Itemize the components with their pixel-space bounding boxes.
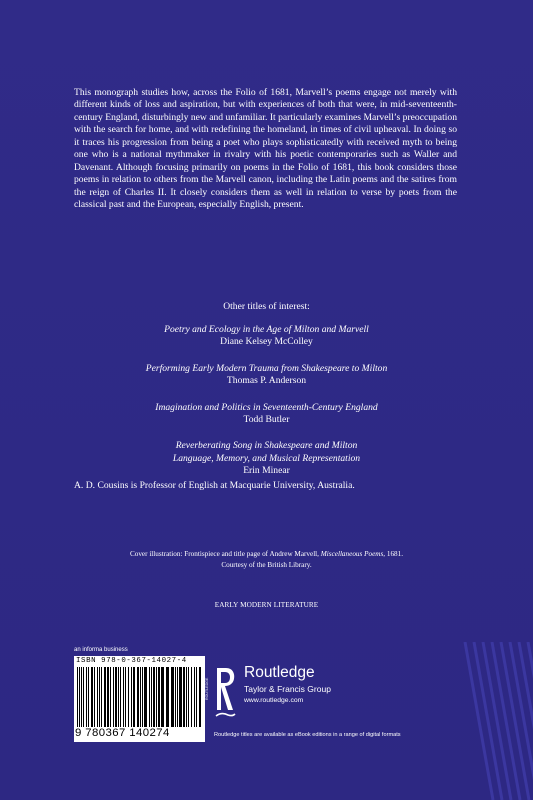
- barcode-bar: [191, 667, 192, 727]
- book-title: Reverberating Song in Shakespeare and Milton: [175, 440, 358, 452]
- publisher-url: www.routledge.com: [244, 697, 304, 704]
- barcode-bar: [79, 667, 80, 727]
- book-author: Erin Minear: [243, 465, 290, 477]
- barcode-bar: [149, 667, 150, 727]
- barcode-bar: [113, 667, 114, 727]
- list-item: [0, 363, 533, 388]
- barcode-bar: [175, 667, 176, 727]
- barcode-bar: [115, 667, 117, 727]
- informa-label: an informa business: [74, 647, 128, 653]
- book-title: Poetry and Ecology in the Age of Milton and Marvell: [164, 324, 369, 335]
- barcode-bar: [123, 667, 124, 727]
- book-description: This monograph studies how, across the Folio of 1681, Marvell’s poems engage not merely with different kinds of loss and aspiration, but with experiences of both that were, in mid-seventeenth-century England, disturbingly new and unfamiliar. It particularly examines Marvell’s preoccupation with the search for home, and with redefining the homeland, in times of civil upheaval. In doing so it traces his progression from being a poet who plays sophisticatedly with received myth to being one who is a national mythmaker in rivalry with his poetic contemporaries such as Waller and Davenant. Although focusing primarily on poems in the Folio of 1681, this book considers those poems in relation to others from the Marvell canon, including the Latin poems and the satires from the reign of Charles II. It closely considers them as well in relation to verse by poets from the classical past and the European, especially English, present.: [74, 87, 457, 211]
- book-author: Diane Kelsey McColley: [220, 336, 313, 348]
- barcode-bar: [144, 667, 147, 727]
- book-subtitle: Language, Memory, and Musical Representation: [172, 452, 361, 464]
- barcode-bar: [158, 667, 160, 727]
- isbn-text: ISBN 978-0-367-14027-4: [76, 657, 187, 665]
- barcode-bar: [125, 667, 126, 727]
- barcode-bar: [179, 667, 182, 727]
- barcode-bar: [97, 667, 98, 727]
- list-item: [0, 440, 533, 477]
- book-author: Todd Butler: [243, 414, 290, 426]
- barcode-bar: [171, 667, 174, 727]
- cover-credit-prefix: Cover illustration: Frontispiece and title page of Andrew Marvell,: [129, 550, 321, 558]
- barcode-bar: [86, 667, 87, 727]
- barcode-bar: [140, 667, 141, 727]
- barcode-bar: [91, 667, 93, 727]
- routledge-logo-icon: [214, 666, 236, 720]
- barcode-bar: [99, 667, 100, 727]
- barcode-bar: [118, 667, 119, 727]
- barcode-bar: [88, 667, 89, 727]
- barcode-bar: [183, 667, 185, 727]
- barcode-bar: [104, 667, 106, 727]
- barcode-bar: [83, 667, 84, 727]
- barcode-bar: [199, 667, 201, 727]
- cover-credit-line2: Courtesy of the British Library.: [221, 561, 312, 569]
- barcode-bar: [156, 667, 157, 727]
- barcode-bar: [77, 667, 78, 727]
- barcode-bar: [131, 667, 132, 727]
- barcode-bar: [142, 667, 143, 727]
- routledge-vertical-text: ROUTLEDGE: [205, 677, 209, 700]
- cover-credit: [0, 549, 533, 571]
- barcode-bar: [94, 667, 95, 727]
- barcode-bar: [186, 667, 187, 727]
- publisher-name: Routledge: [244, 664, 315, 681]
- barcode-bar: [107, 667, 109, 727]
- decorative-stripes: [455, 642, 533, 800]
- book-author: Thomas P. Anderson: [226, 375, 307, 387]
- barcode-bar: [101, 667, 102, 727]
- barcode-bar: [120, 667, 121, 727]
- barcode-bar: [137, 667, 139, 727]
- list-item: [0, 324, 533, 349]
- cover-credit-work: Miscellaneous Poems: [320, 550, 384, 558]
- barcode-bar: [161, 667, 164, 727]
- barcode-bar: [151, 667, 152, 727]
- book-title: Imagination and Politics in Seventeenth-Century England: [155, 401, 378, 413]
- barcode-bar: [133, 667, 135, 727]
- barcode-bar: [110, 667, 111, 727]
- barcode-bar: [188, 667, 189, 727]
- cover-credit-suffix: , 1681.: [383, 550, 404, 558]
- other-titles-list: [0, 324, 533, 492]
- barcode-bar: [196, 667, 197, 727]
- barcode-bar: [194, 667, 195, 727]
- barcode-bar: [166, 667, 169, 727]
- barcode-number: 9 780367 140274: [75, 727, 170, 739]
- barcode-bar: [81, 667, 82, 727]
- list-item: [0, 402, 533, 427]
- book-title: Performing Early Modern Trauma from Shakespeare to Milton: [145, 362, 388, 374]
- other-titles-heading: Other titles of interest:: [223, 301, 310, 312]
- author-bio: A. D. Cousins is Professor of English at Macquarie University, Australia.: [74, 480, 355, 491]
- publisher-group: Taylor & Francis Group: [244, 684, 331, 694]
- barcode-bar: [153, 667, 155, 727]
- barcode: [74, 656, 205, 742]
- barcode-bar: [177, 667, 178, 727]
- barcode-bars: [77, 667, 202, 727]
- series-name: EARLY MODERN LITERATURE: [214, 601, 319, 609]
- barcode-bar: [128, 667, 129, 727]
- ebook-note: Routledge titles are available as eBook editions in a range of digital formats: [214, 732, 401, 738]
- stripe: [510, 642, 533, 800]
